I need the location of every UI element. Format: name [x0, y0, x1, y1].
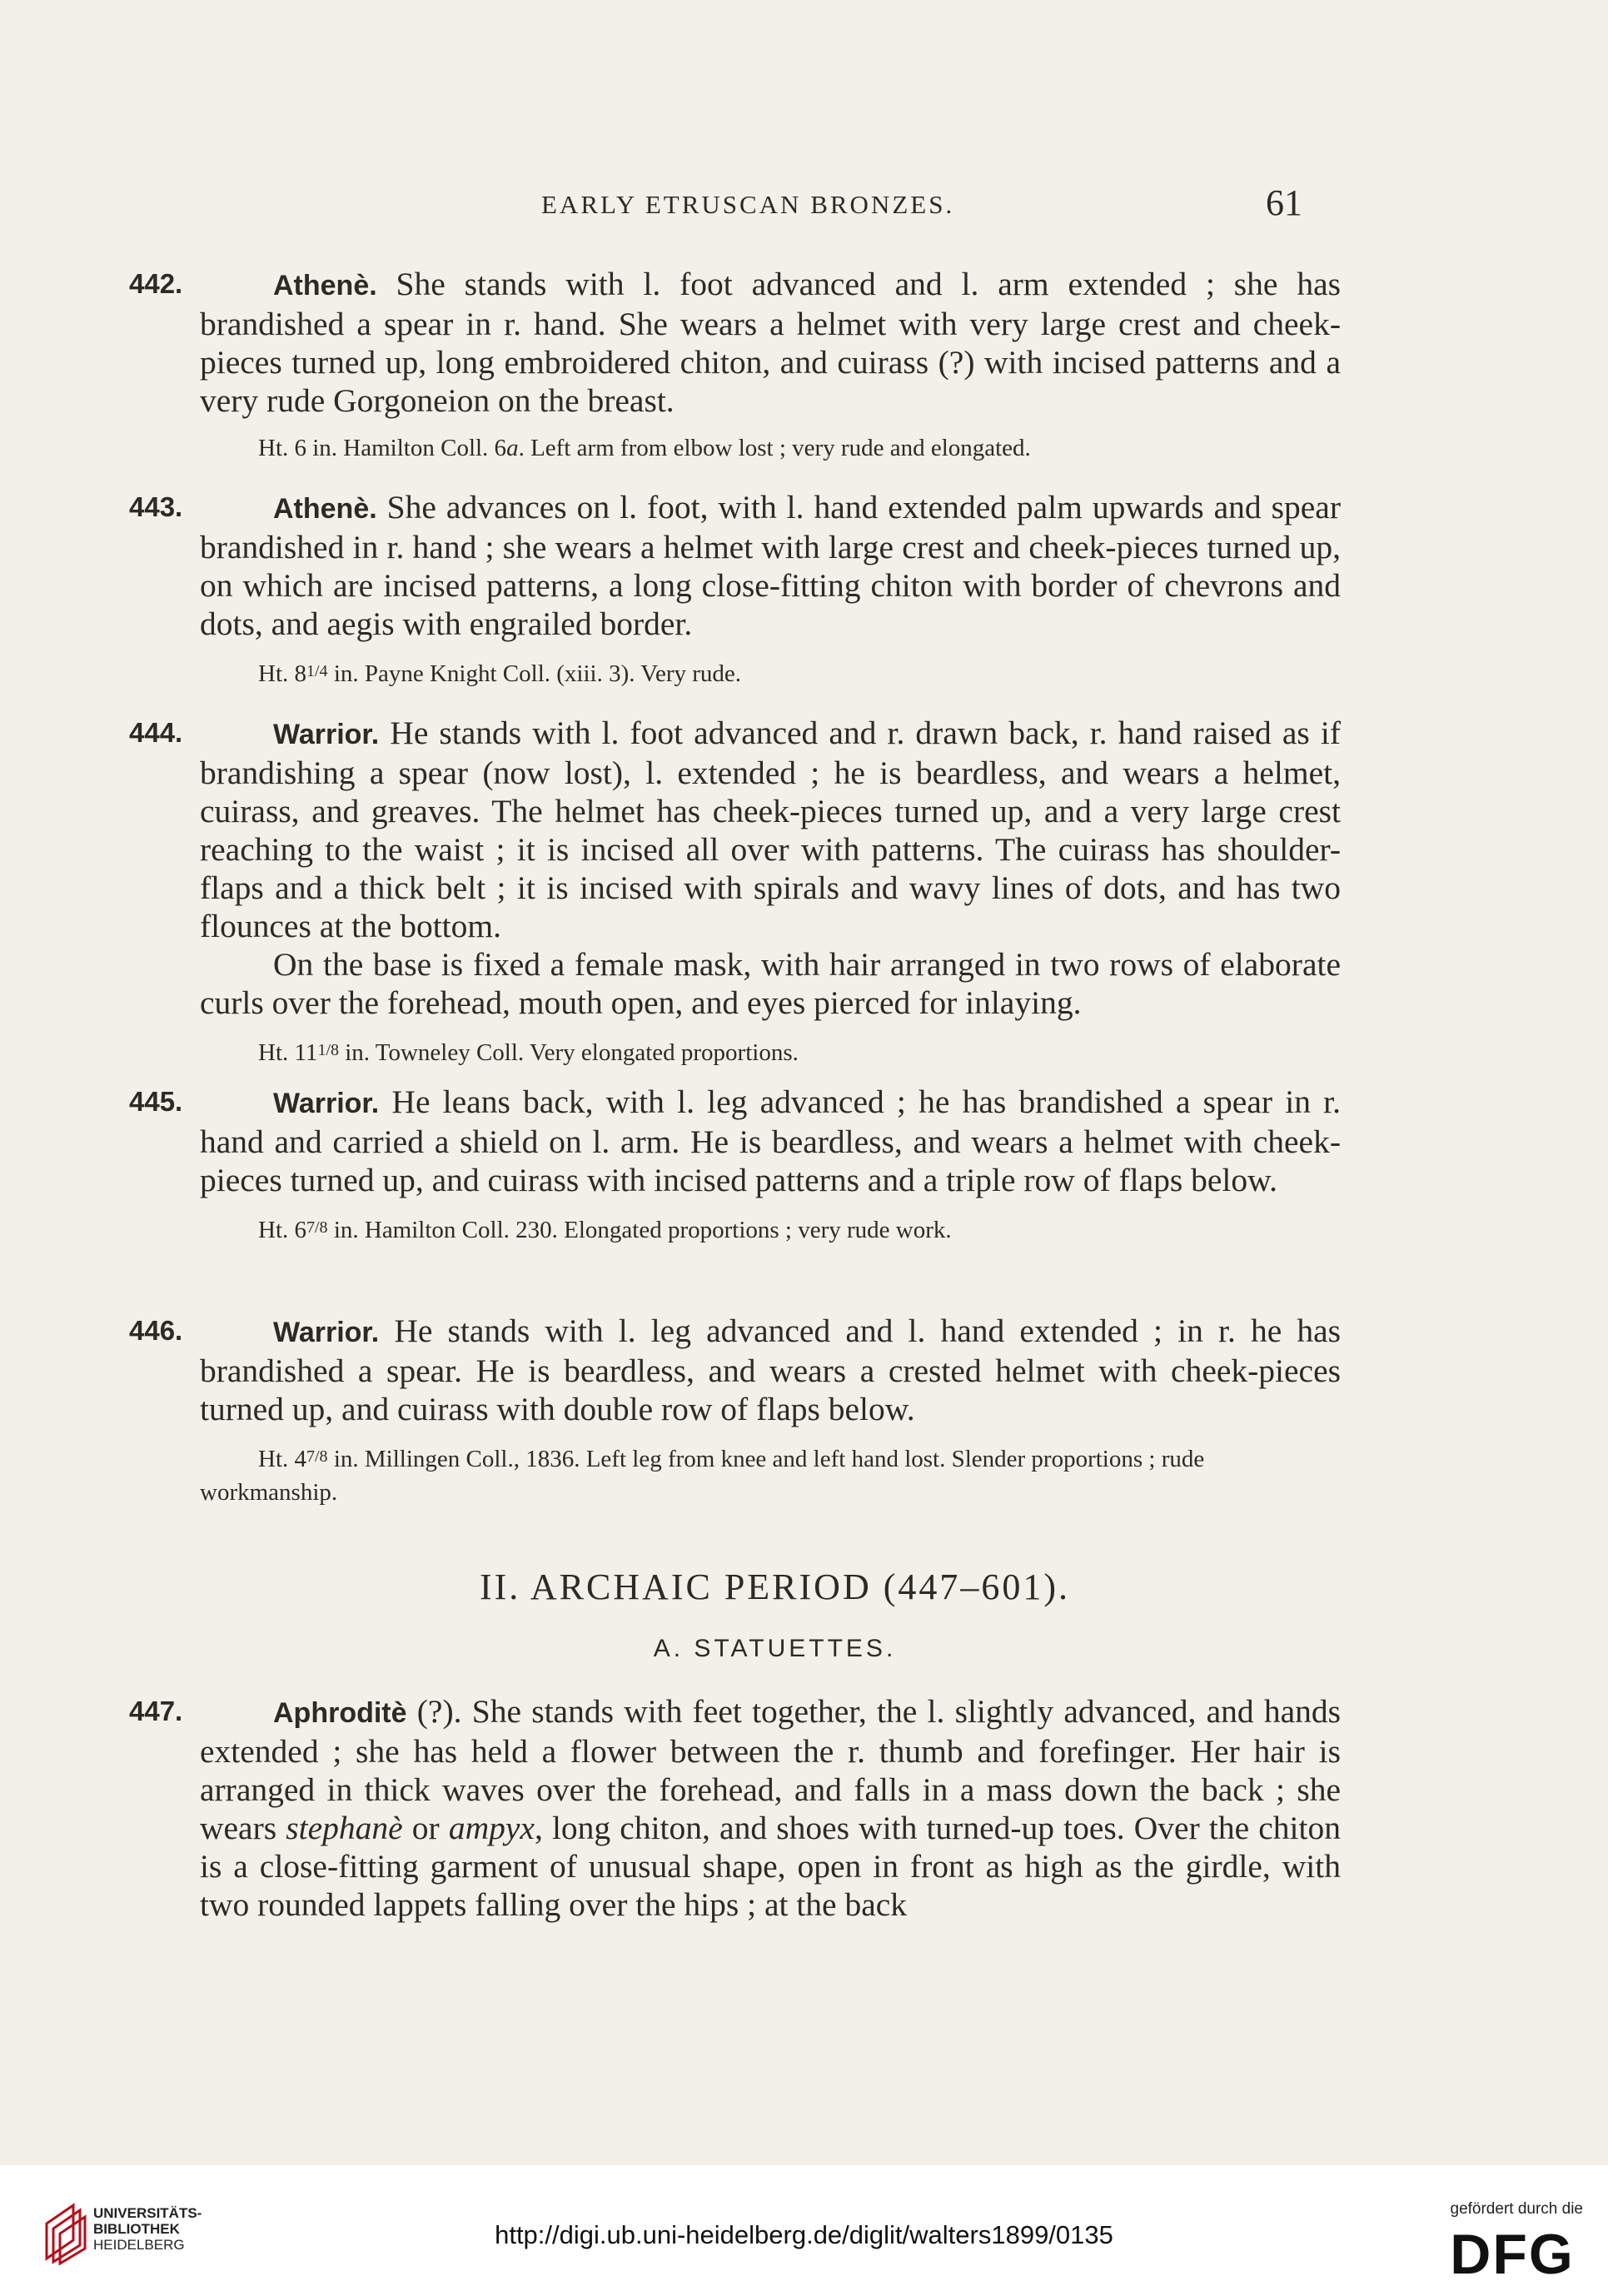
entry-headword: Athenè.: [273, 493, 377, 525]
digitization-footer: [0, 2165, 1608, 2296]
entry-second-paragraph: On the base is fixed a female mask, with hair arranged in two rows of elaborate curls over the forehead, mouth open, and eyes pierced for inlaying.: [200, 946, 1341, 1021]
entry-note: [200, 1211, 1341, 1247]
entry-description: [200, 265, 1341, 420]
entry-note: [200, 1440, 1341, 1509]
entry-text: He leans back, with l. leg advanced ; he has brandished a spear in r. hand and carried a shield on l. arm. He is beardless, and wears a helmet with cheek-pieces turned up, and cuirass with incised patterns and a triple row of flaps below.: [200, 1083, 1341, 1198]
library-name-line: UNIVERSITÄTS-: [93, 2205, 202, 2221]
entry-number: 443.: [129, 491, 183, 522]
note-fraction: 1/4: [306, 662, 328, 680]
note-text: Ht. 11: [258, 1039, 318, 1066]
note-italic: a: [506, 435, 519, 461]
entry-headword: Athenè.: [273, 270, 377, 301]
library-name-line: BIBLIOTHEK: [93, 2221, 180, 2237]
entry-description: [200, 1083, 1341, 1199]
source-url-link[interactable]: http://digi.ub.uni-heidelberg.de/diglit/walters1899/0135: [495, 2220, 1113, 2249]
note-text: Ht. 8: [258, 660, 306, 687]
note-text: . Left arm from elbow lost ; very rude and elongated.: [518, 435, 1031, 461]
funding-note: gefördert durch die: [1450, 2200, 1583, 2218]
catalogue-entry-446: [129, 1312, 1341, 1509]
note-text: Ht. 6: [258, 1217, 306, 1243]
entry-description: [200, 1312, 1341, 1428]
catalogue-entry-445: [129, 1083, 1341, 1247]
entry-text: He stands with l. foot advanced and r. drawn back, r. hand raised as if brandishing a spear (now lost), l. extended ; he is beardless, and wears a helmet, cuirass, and greaves. The helmet has cheek-pieces turned up, and a very large crest reaching to the waist ; it is incised all over with patterns. The cuirass has shoulder-flaps and a thick belt ; it is incised with spirals and wavy lines of dots, and has two flounces at the bottom.: [200, 715, 1341, 944]
svg-text:DFG: DFG: [1450, 2224, 1575, 2282]
catalogue-entry-442: [129, 265, 1341, 465]
note-fraction: 1/8: [317, 1041, 339, 1059]
subsection-heading: [0, 1635, 1608, 1663]
entry-headword: Warrior.: [273, 1088, 380, 1119]
entry-italic-term: ampyx: [448, 1810, 535, 1846]
entry-headword: Warrior.: [273, 1317, 380, 1348]
entry-note: [200, 431, 1341, 465]
entry-text: He stands with l. leg advanced and l. hand extended ; in r. he has brandished a spear. He is beardless, and wears a crested helmet with cheek-pieces turned up, and cuirass with double row of flaps below.: [200, 1312, 1341, 1427]
note-text: in. Towneley Coll. Very elongated proportions.: [339, 1039, 799, 1066]
library-name-line: HEIDELBERG: [93, 2237, 185, 2253]
catalogue-entry-443: [129, 488, 1341, 690]
entry-italic-term: stephanè: [286, 1810, 403, 1846]
entry-note: [200, 655, 1341, 690]
entry-text: , long chiton, and shoes with turned-up toes. Over the chiton is a close-fitting garment of unusual shape, open in front as high as the girdle, with two rounded lappets falling over the hips ; at the back: [200, 1810, 1341, 1923]
running-head-title: EARLY ETRUSCAN BRONZES.: [541, 190, 955, 219]
dfg-logo-icon: [1441, 2224, 1583, 2282]
entry-number: 444.: [129, 717, 183, 748]
entry-description: [200, 488, 1341, 643]
note-text: in. Payne Knight Coll. (xiii. 3). Very rude.: [327, 660, 742, 687]
entry-number: 447.: [129, 1696, 183, 1726]
note-text: Ht. 4: [258, 1446, 306, 1472]
entry-text: She advances on l. foot, with l. hand extended palm upwards and spear brandished in r. hand ; she wears a helmet with large crest and cheek-pieces turned up, on which are incised patterns, a long close-fitting chiton with border of chevrons and dots, and aegis with engrailed border.: [200, 489, 1341, 642]
note-fraction: 7/8: [306, 1447, 328, 1466]
entry-text: (?). She stands with feet together, the l. slightly advanced, and hands extended ; she has held a flower between the r. thumb and forefinger. Her hair is arranged in thick waves over the forehead, and falls in a mass down the back ; she wears: [200, 1693, 1341, 1846]
entry-description: [200, 714, 1341, 945]
note-text: in. Hamilton Coll. 230. Elongated proportions ; very rude work.: [327, 1217, 952, 1243]
note-text: Ht. 6 in. Hamilton Coll. 6: [258, 435, 507, 461]
catalogue-entry-444: [129, 714, 1341, 1069]
subsection-heading-text: A. STATUETTES.: [653, 1635, 897, 1662]
entry-number: 446.: [129, 1315, 183, 1346]
entry-note: [200, 1033, 1341, 1069]
page-number: 61: [1266, 182, 1302, 223]
entry-headword: Aphroditè: [273, 1697, 407, 1729]
entry-number: 442.: [129, 268, 183, 299]
entry-number: 445.: [129, 1086, 183, 1117]
entry-headword: Warrior.: [273, 719, 380, 750]
entry-text: or: [402, 1810, 449, 1846]
section-heading-text: II. ARCHAIC PERIOD (447–601).: [479, 1566, 1071, 1607]
note-text: in. Millingen Coll., 1836. Left leg from knee and left hand lost. Slender proportions ; rude workmanship.: [200, 1446, 1205, 1506]
section-heading: [0, 1566, 1608, 1608]
catalogue-entry-447: [129, 1692, 1341, 1924]
entry-text: She stands with l. foot advanced and l. arm extended ; she has brandished a spear in r. hand. She wears a helmet with very large crest and cheek-pieces turned up, long embroidered chiton, and cuirass (?) with incised patterns and a very rude Gorgoneion on the breast.: [200, 266, 1341, 419]
entry-description: [200, 1692, 1341, 1924]
note-fraction: 7/8: [306, 1218, 328, 1237]
